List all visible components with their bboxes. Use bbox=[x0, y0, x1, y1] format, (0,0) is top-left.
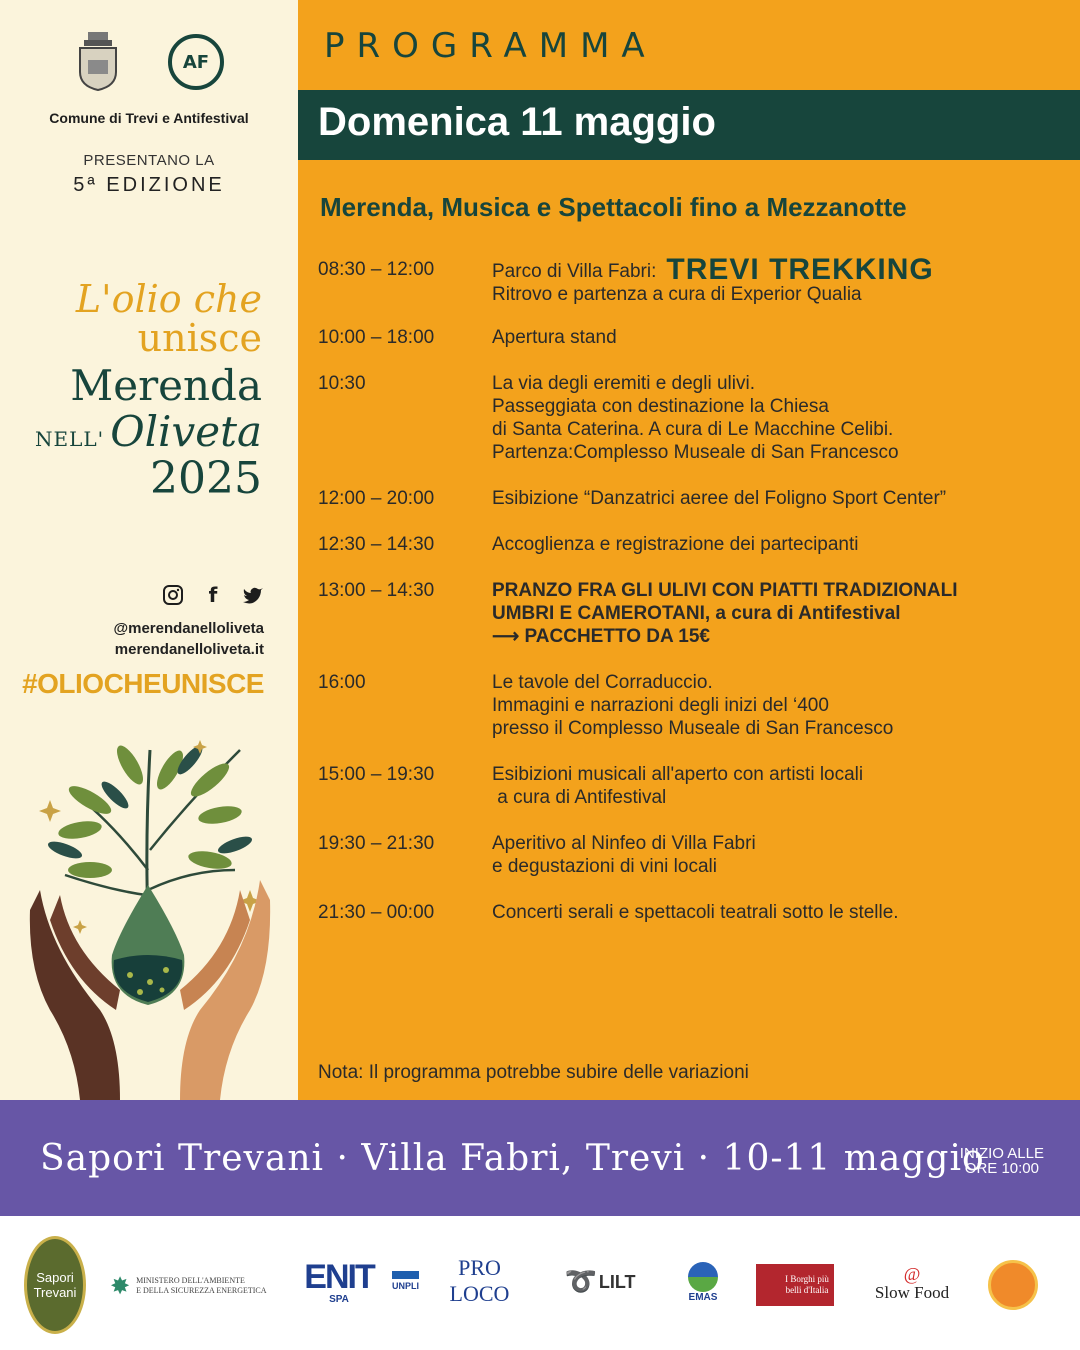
program-heading: PROGRAMMA bbox=[324, 26, 657, 66]
event-line: Partenza:Complesso Museale di San Francesco bbox=[492, 442, 899, 463]
event-line: presso il Complesso Museale di San Francesco bbox=[492, 718, 894, 739]
program-subtitle: Merenda, Musica e Spettacoli fino a Mezzanotte bbox=[320, 192, 907, 222]
event-line: UMBRI E CAMEROTANI, a cura di Antifestival bbox=[492, 603, 901, 624]
enit-text: ENIT bbox=[304, 1257, 374, 1296]
presentano-text: PRESENTANO LA bbox=[83, 152, 215, 169]
ribbon-icon: ➰ bbox=[564, 1267, 597, 1296]
unpli-text: UNPLI bbox=[392, 1271, 419, 1291]
borghi-logo bbox=[756, 1264, 834, 1306]
event-line: Parco di Villa Fabri: bbox=[492, 261, 657, 282]
antifestival-logo: AF bbox=[168, 34, 224, 90]
slow-food-text: Slow Food bbox=[874, 1283, 950, 1302]
instagram-icon[interactable] bbox=[162, 584, 184, 606]
footer-banner-text: Sapori Trevani · Villa Fabri, Trevi · 10-11 maggio bbox=[40, 1138, 985, 1179]
event-line: di Santa Caterina. A cura di Le Macchine Celibi. bbox=[492, 419, 894, 440]
sapori-trevani-text: Sapori Trevani bbox=[24, 1236, 86, 1334]
partner-badge-icon bbox=[988, 1260, 1038, 1310]
event-time: 12:30 – 14:30 bbox=[318, 534, 435, 555]
organizer-logos bbox=[0, 30, 298, 92]
emas-icon bbox=[688, 1262, 718, 1292]
borghi-text: I Borghi più belli d'Italia bbox=[785, 1274, 829, 1295]
social-icons bbox=[162, 584, 264, 606]
start-time-line2: ORE 10:00 bbox=[964, 1160, 1039, 1177]
event-line: Immagini e narrazioni degli inizi del ‘400 bbox=[492, 695, 829, 716]
event-description bbox=[492, 832, 1072, 878]
event-description bbox=[492, 763, 1072, 809]
event-time: 21:30 – 00:00 bbox=[318, 902, 435, 923]
event-line: Aperitivo al Ninfeo di Villa Fabri bbox=[492, 833, 756, 854]
title-oliveta: Oliveta bbox=[110, 407, 262, 456]
event-time: 08:30 – 12:00 bbox=[318, 259, 435, 280]
event-time: 15:00 – 19:30 bbox=[318, 764, 435, 785]
snail-icon: @ bbox=[903, 1264, 921, 1284]
event-description bbox=[492, 901, 1072, 924]
ministero-logo bbox=[110, 1266, 290, 1306]
proloco-logo bbox=[392, 1256, 532, 1306]
trevi-crest-icon bbox=[74, 30, 122, 92]
start-time-line1: INIZIO ALLE bbox=[959, 1145, 1044, 1162]
sidebar bbox=[0, 0, 298, 1100]
event-description bbox=[492, 372, 1072, 464]
date-bar bbox=[298, 90, 1080, 160]
event-time: 16:00 bbox=[318, 672, 366, 693]
event-time: 13:00 – 14:30 bbox=[318, 580, 435, 601]
ministero-line1: MINISTERO DELL'AMBIENTE bbox=[136, 1276, 245, 1285]
event-line: Ritrovo e partenza a cura di Experior Qualia bbox=[492, 284, 862, 305]
event-line: Concerti serali e spettacoli teatrali sotto le stelle. bbox=[492, 902, 899, 923]
event-line: La via degli eremiti e degli ulivi. bbox=[492, 373, 755, 394]
presenters-text: Comune di Trevi e Antifestival bbox=[49, 110, 249, 126]
event-description bbox=[492, 487, 1072, 510]
event-time: 12:00 – 20:00 bbox=[318, 488, 435, 509]
title-line1: L'olio che bbox=[75, 277, 262, 321]
title-oliveta-row bbox=[35, 407, 262, 456]
title-nell: NELL' bbox=[35, 427, 105, 451]
star-icon: ✸ bbox=[110, 1273, 131, 1300]
event-description bbox=[492, 533, 1072, 556]
event-line: Esibizione “Danzatrici aeree del Foligno Sport Center” bbox=[492, 488, 947, 509]
event-line: Esibizioni musicali all'aperto con artisti locali bbox=[492, 764, 864, 785]
event-description bbox=[492, 326, 1072, 349]
edition-text: 5ª EDIZIONE bbox=[73, 174, 225, 196]
website-link[interactable]: merendanelloliveta.it bbox=[114, 641, 264, 658]
sapori-trevani-logo bbox=[20, 1230, 90, 1340]
social-handle: @merendanelloliveta bbox=[113, 620, 264, 637]
event-line: a cura di Antifestival bbox=[492, 787, 667, 808]
title-year: 2025 bbox=[150, 453, 262, 504]
hashtag: #OLIOCHEUNISCE bbox=[22, 668, 264, 699]
event-line: Apertura stand bbox=[492, 327, 617, 348]
event-time: 10:30 bbox=[318, 373, 366, 394]
program-date: Domenica 11 maggio bbox=[318, 100, 716, 144]
enit-logo bbox=[305, 1254, 373, 1310]
event-line: PRANZO FRA GLI ULIVI CON PIATTI TRADIZIONALI bbox=[492, 580, 958, 601]
slow-food-logo bbox=[862, 1262, 962, 1306]
lilt-logo bbox=[560, 1260, 640, 1304]
event-line: Passeggiata con destinazione la Chiesa bbox=[492, 396, 829, 417]
event-time: 10:00 – 18:00 bbox=[318, 327, 435, 348]
twitter-icon[interactable] bbox=[242, 584, 264, 606]
title-line3: Merenda bbox=[70, 361, 262, 410]
lilt-text: LILT bbox=[598, 1271, 636, 1292]
emas-logo bbox=[680, 1254, 726, 1310]
enit-sub: SPA bbox=[329, 1293, 349, 1305]
event-line: Le tavole del Corraduccio. bbox=[492, 672, 713, 693]
ministero-line2: E DELLA SICUREZZA ENERGETICA bbox=[136, 1286, 267, 1295]
event-time: 19:30 – 21:30 bbox=[318, 833, 435, 854]
event-line: e degustazioni di vini locali bbox=[492, 856, 717, 877]
event-description bbox=[492, 253, 1072, 306]
sponsor-strip bbox=[0, 1216, 1080, 1350]
footer-banner bbox=[0, 1100, 1080, 1216]
emas-text: EMAS bbox=[688, 1291, 718, 1303]
event-highlight: TREVI TREKKING bbox=[666, 253, 934, 286]
title-line2: unisce bbox=[137, 316, 262, 360]
program-note: Nota: Il programma potrebbe subire delle variazioni bbox=[318, 1062, 749, 1083]
proloco-text: PRO LOCO bbox=[449, 1255, 510, 1306]
event-title bbox=[35, 277, 262, 504]
event-description bbox=[492, 671, 1072, 740]
facebook-icon[interactable]: f bbox=[208, 583, 218, 607]
event-description bbox=[492, 579, 1072, 648]
start-time-note bbox=[960, 1146, 1044, 1176]
event-line: ⟶ PACCHETTO DA 15€ bbox=[492, 626, 710, 647]
olive-hands-illustration bbox=[20, 720, 280, 1100]
event-line: Accoglienza e registrazione dei partecipanti bbox=[492, 534, 859, 555]
program-panel bbox=[298, 0, 1080, 1100]
